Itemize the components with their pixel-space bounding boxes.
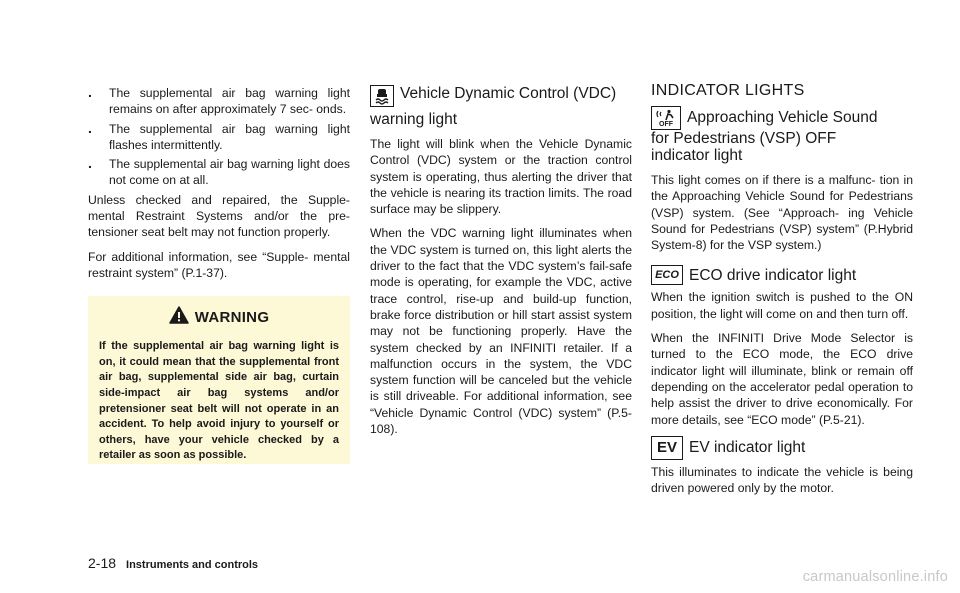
bullet-icon: .	[88, 84, 92, 100]
vdc-paragraph-1: The light will blink when the Vehicle Dynamic Control (VDC) system or the traction control system is operating, thus alerting the driver that the vehicle is nearing its traction limits. The road surface may be slippery.	[370, 137, 632, 217]
ev-heading-text: EV indicator light	[689, 439, 806, 457]
bullet-icon: .	[88, 155, 92, 172]
section-name: Instruments and controls	[126, 559, 259, 571]
ev-icon-text: EV	[656, 439, 677, 457]
vsp-heading-line1: Approaching Vehicle Sound	[687, 109, 878, 126]
reference-paragraph: For additional information, see “Supple- mental restraint system” (P.1-37).	[88, 249, 350, 280]
ev-heading	[651, 436, 913, 460]
vdc-paragraph-2: When the VDC warning light illuminates when the VDC system is turned on, this light alerts the driver to the fact that the VDC system’s fail-safe mode is operating, for example the VDC, active trace control, rise-up and build-up function, brake force distribution or hill start assist system may not be functioning properly. Have the system checked by an INFINITI retailer. If a malfunction occurs in the system, the VDC system function will be canceled but the vehicle is still driveable. For additional information, see “Vehicle Dynamic Control (VDC) system” (P.5-108).	[370, 226, 632, 437]
bullet-icon: .	[88, 119, 92, 136]
page-footer	[88, 555, 258, 571]
vsp-heading	[651, 106, 913, 130]
warning-box	[88, 296, 350, 464]
eco-icon	[651, 265, 683, 285]
vsp-off-icon	[651, 106, 681, 130]
eco-paragraph-1: When the ignition switch is pushed to the ON position, the light will come on and then turn off.	[651, 290, 913, 321]
ev-icon	[651, 436, 683, 460]
vdc-heading-line1: Vehicle Dynamic Control (VDC)	[400, 85, 617, 102]
vsp-heading-rest: for Pedestrians (VSP) OFF indicator light	[651, 130, 837, 164]
warning-conditions-list	[88, 85, 350, 189]
page-number: 2-18	[88, 555, 117, 571]
vsp-off-icon-text: OFF	[659, 120, 673, 128]
eco-paragraph-2: When the INFINITI Drive Mode Selector is turned to the ECO mode, the ECO drive indicator light will illuminate, blink or remain off depending on the accelerator pedal operation to help assist the driver to drive economically. For more details, see “ECO mode” (P.5-21).	[651, 331, 913, 427]
eco-icon-text: ECO	[655, 268, 679, 281]
warning-triangle-icon	[169, 306, 189, 329]
eco-heading	[651, 265, 913, 285]
watermark: carmanualsonline.info	[802, 569, 948, 585]
vsp-paragraph: This light comes on if there is a malfunc- tion in the Approaching Vehicle Sound for Pedestrians (VSP) system. (See “Approach- ing Vehicle Sound for Pedestrians (VSP) system” (P.Hybrid System-8) for the VSP system.)	[651, 173, 913, 253]
vdc-heading	[370, 85, 632, 107]
vdc-heading-line2: warning light	[370, 111, 458, 128]
column-left	[88, 85, 350, 464]
warning-header	[99, 306, 339, 329]
list-item: . The supplemental air bag warning light remains on after approximately 7 sec- onds.	[88, 84, 350, 117]
column-middle	[370, 85, 632, 445]
list-item: . The supplemental air bag warning light does not come on at all.	[88, 155, 350, 188]
ev-paragraph: This illuminates to indicate the vehicle is being driven powered only by the motor.	[651, 464, 913, 496]
warning-label: WARNING	[194, 309, 270, 327]
column-right	[651, 82, 913, 504]
repair-paragraph: Unless checked and repaired, the Supple- mental Restraint Systems and/or the pre- tensioner seat belt may not function properly.	[88, 192, 350, 240]
list-item: . The supplemental air bag warning light flashes intermittently.	[88, 119, 350, 152]
eco-heading-text: ECO drive indicator light	[689, 266, 857, 284]
warning-text: If the supplemental air bag warning light is on, it could mean that the supplemental front air bag, supplemental side air bag, curtain side-impact air bag systems and/or pretensioner seat belt will not operate in an accident. To help avoid injury to yourself or others, have your vehicle checked by a retailer as soon as possible.	[99, 340, 339, 462]
section-title: INDICATOR LIGHTS	[651, 82, 805, 99]
vdc-skid-car-icon	[370, 85, 394, 107]
